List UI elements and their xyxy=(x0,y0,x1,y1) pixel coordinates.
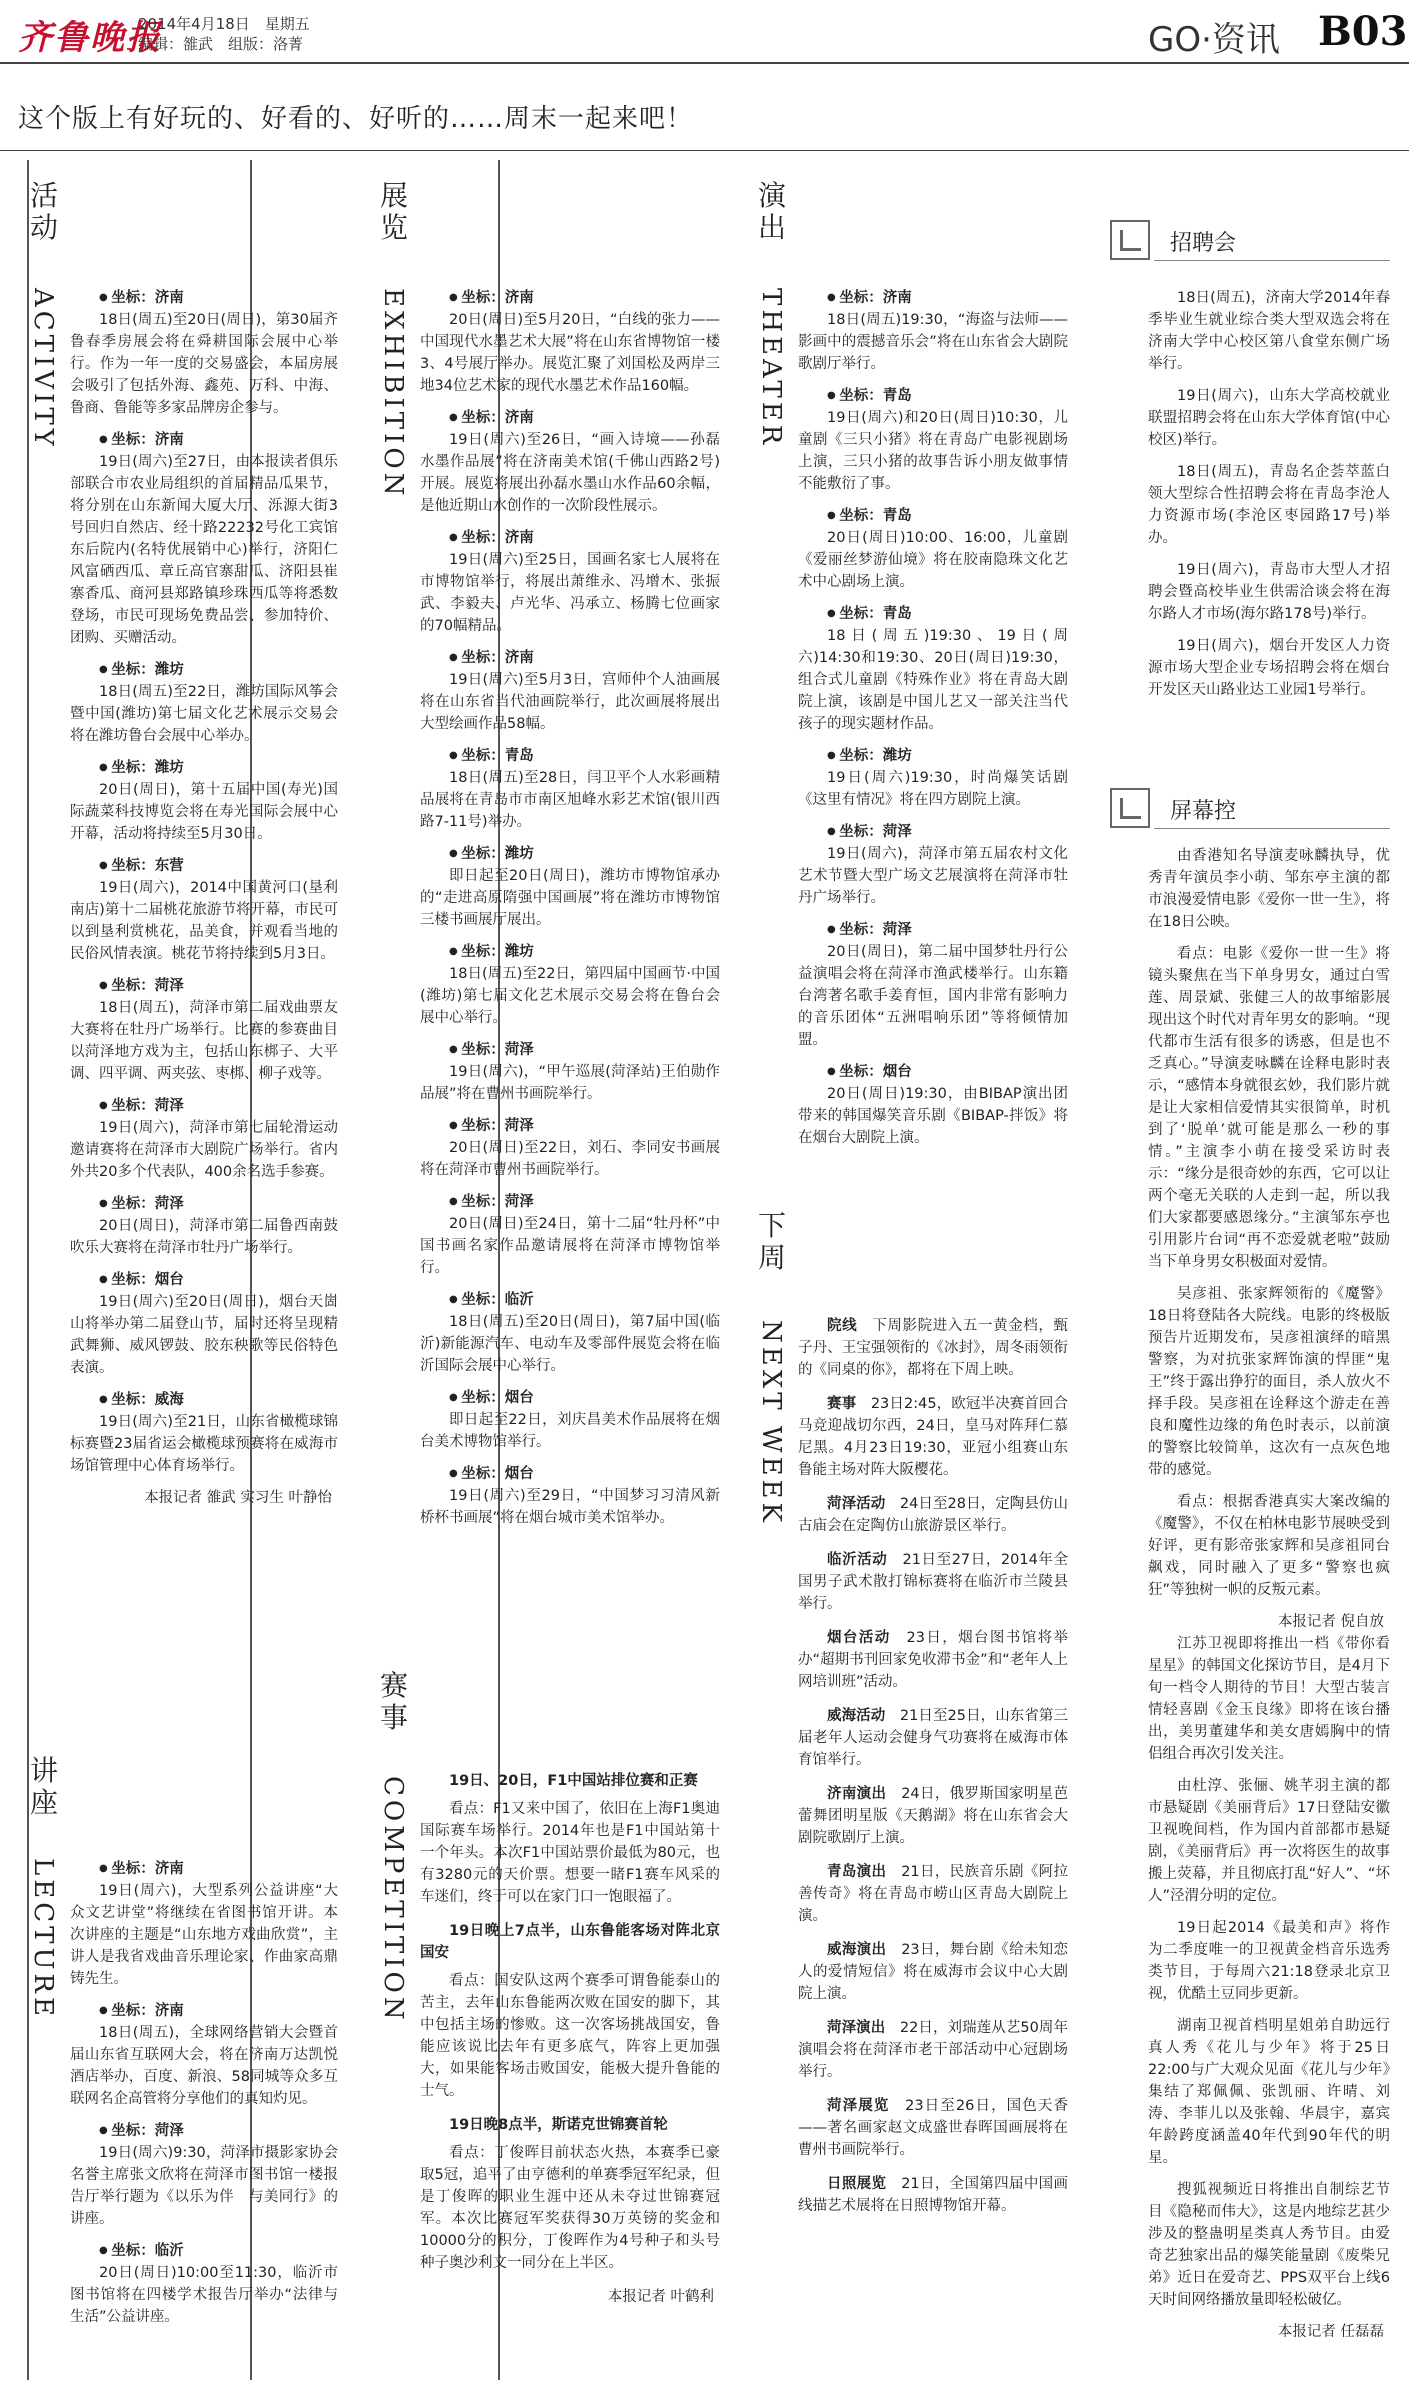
list-item xyxy=(70,975,338,1085)
item-text: 20日(周日)10:00、16:00，儿童剧《爱丽丝梦游仙境》将在胶南隐珠文化艺术中心剧场上演。 xyxy=(798,530,1068,590)
item-text: 19日(周六)至5月3日，宫师仲个人油画展将在山东省当代油画院举行，此次画展将展出大型绘画作品58幅。 xyxy=(420,672,720,732)
item-text: 18日(周五)至20日(周日)，第7届中国(临沂)新能源汽车、电动车及零部件展览会将在临沂国际会展中心举行。 xyxy=(420,1314,720,1374)
list-item xyxy=(798,1393,1068,1481)
location-label: ● 坐标：菏泽 xyxy=(420,1191,720,1213)
list-item xyxy=(798,821,1068,909)
column-divider xyxy=(27,160,29,2380)
list-item xyxy=(798,1705,1068,1771)
activity-title-en: ACTIVITY xyxy=(28,288,58,450)
item-text: 20日(周日)至5月20日，“白线的张力——中国现代水墨艺术大展”将在山东省博物馆一楼3、4号展厅举办。展览汇聚了刘国松及两岸三地34位艺术家的现代水墨艺术作品160幅。 xyxy=(420,312,720,394)
list-item xyxy=(420,1463,720,1529)
item-text: 20日(周日)至22日，刘石、李同安书画展将在菏泽市曹州书画院举行。 xyxy=(420,1140,720,1178)
paragraph: 18日(周五)，青岛名企荟萃蓝白领大型综合性招聘会将在青岛李沧人力资源市场(李沧区枣园路17号)举办。 xyxy=(1148,464,1390,546)
list-item xyxy=(70,429,338,649)
list-item xyxy=(798,1493,1068,1537)
exhibition-list xyxy=(420,287,720,1539)
location-label: ● 坐标：济南 xyxy=(70,287,338,309)
list-item-text xyxy=(798,1493,1068,1537)
heading-rule xyxy=(1154,828,1390,829)
location-label: ● 坐标：菏泽 xyxy=(70,975,338,997)
list-item xyxy=(420,1191,720,1279)
page-headline: 这个版上有好玩的、好看的、好听的……周末一起来吧！ xyxy=(18,104,694,134)
list-item xyxy=(70,1389,338,1477)
item-text: 19日(周六)，大型系列公益讲座“大众文艺讲堂”将继续在省图书馆开讲。本次讲座的主题是“山东地方戏曲欣赏”，主讲人是我省戏曲音乐理论家、作曲家高鼎铸先生。 xyxy=(70,1883,338,1987)
item-text: 18日(周五)至20日(周日)，第30届齐鲁春季房展会将在舜耕国际会展中心举行。作为一年一度的交易盛会，本届房展会吸引了包括外海、鑫苑、万科、中海、鲁商、鲁能等多家品牌房企参与。 xyxy=(70,312,338,416)
item-text: 19日(周六)和20日(周日)10:30，儿童剧《三只小猪》将在青岛广电影视剧场上演，三只小猪的故事告诉小朋友做事情不能敷衍了事。 xyxy=(798,410,1068,492)
list-item xyxy=(420,407,720,517)
paragraph: 看点：电影《爱你一世一生》将镜头聚焦在当下单身男女，通过白雪莲、周景斌、张健三人的故事缩影展现出这个时代对青年男女的影响。“现代都市生活有很多的诱惑，但是也不乏真心。”导演麦咏麟在诠释电影时表示，“感情本身就很玄妙，我们影片就是让大家相信爱情其实很简单，时机到了‘脱单’就可能是那么一秒的事情。”主演李小萌在接受采访时表示：“缘分是很奇妙的东西，它可以让两个毫无关联的人走到一起，所以我们大家都要感恩缘分。”主演邹东亭也引用影片台词“再不恋爱就老啦”鼓励当下单身男女积极面对爱情。 xyxy=(1148,946,1390,1270)
location-label: ● 坐标：菏泽 xyxy=(798,919,1068,941)
paragraph: 19日(周六)，山东大学高校就业联盟招聘会将在山东大学体育馆(中心校区)举行。 xyxy=(1148,388,1390,448)
lecture-title-en: LECTURE xyxy=(28,1858,58,2020)
item-text: 19日(周六)至26日，“画入诗境——孙磊水墨作品展”将在济南美术馆(千佛山西路2号)开展。展览将展出孙磊水墨山水作品60余幅，是他近期山水创作的一次阶段性展示。 xyxy=(420,432,720,514)
list-item xyxy=(70,1193,338,1259)
competition-list xyxy=(420,1770,720,2308)
list-item xyxy=(798,1861,1068,1927)
item-text: 21日，全国第四届中国画线描艺术展将在日照博物馆开幕。 xyxy=(798,2176,1069,2214)
list-item xyxy=(798,385,1068,495)
item-text: 21日至27日，2014年全国男子武术散打锦标赛将在临沂市兰陵县举行。 xyxy=(798,1552,1069,1612)
location-label: ● 坐标：威海 xyxy=(70,1389,338,1411)
paragraph: 吴彦祖、张家辉领衔的《魔警》18日将登陆各大院线。电影的终极版预告片近期发布，吴彦祖演绎的暗黑警察，为对抗张家辉饰演的悍匪“鬼王”终于露出狰狞的面目，杀人放火不择手段。吴彦祖在诠释这个游走在善良和魔性边缘的角色时表示，以前演的警察比较简单，这次有一点灰色地带的感觉。 xyxy=(1148,1286,1390,1478)
item-headline: 院线 xyxy=(827,1318,858,1334)
location-label: ● 坐标：菏泽 xyxy=(70,2120,338,2142)
list-item xyxy=(420,2114,720,2274)
item-text: 19日(周六)至27日，由本报读者俱乐部联合市农业局组织的首届精品瓜果节，将分别在山东新闻大厦大厅、泺源大街3号回归自然店、经十路22232号化工宾馆东后院内(名特优展销中心)举行，济阳仁风富硒西瓜、章丘高官寨甜瓜、济阳县崔寨香瓜、商河县郑路镇珍珠西瓜等将悉数登场，市民可现场免费品尝、参加特价、团购、买赠活动。 xyxy=(70,454,338,646)
headline-rule xyxy=(0,150,1409,151)
location-label: ● 坐标：烟台 xyxy=(420,1387,720,1409)
list-item-text xyxy=(798,1627,1068,1693)
list-item-text xyxy=(798,1705,1068,1771)
item-headline: 临沂活动 xyxy=(827,1552,888,1568)
list-item xyxy=(420,527,720,637)
lecture-list xyxy=(70,1858,338,2338)
lecture-title-cn: 讲座 xyxy=(30,1754,59,1819)
exhibition-title-cn: 展览 xyxy=(380,179,409,244)
list-item xyxy=(70,1858,338,1990)
reporter-credit: 本报记者 雒武 实习生 叶静怡 xyxy=(144,1490,332,1506)
location-label: ● 坐标：济南 xyxy=(70,2000,338,2022)
location-label: ● 坐标：青岛 xyxy=(798,505,1068,527)
reporter-credit: 本报记者 任磊磊 xyxy=(1277,2324,1384,2340)
item-headline: 19日、20日，F1中国站排位赛和正赛 xyxy=(449,1773,698,1789)
paragraph: 由香港知名导演麦咏麟执导，优秀青年演员李小萌、邹东亭主演的都市浪漫爱情电影《爱你一世一生》，将在18日公映。 xyxy=(1148,848,1390,930)
list-item xyxy=(70,855,338,965)
location-label: ● 坐标：菏泽 xyxy=(70,1193,338,1215)
list-item xyxy=(420,941,720,1029)
list-item-text xyxy=(798,1315,1068,1381)
list-item xyxy=(70,287,338,419)
item-text: 23日，烟台图书馆将举办“超期书刊回家免收滞书金”和“老年人上网培训班”活动。 xyxy=(798,1630,1069,1690)
theater-title-cn: 演出 xyxy=(758,179,787,244)
location-label: ● 坐标：东营 xyxy=(70,855,338,877)
list-item-text xyxy=(798,2095,1068,2161)
recruit-title: 招聘会 xyxy=(1170,231,1237,256)
item-text: 18日(周五)至28日，闫卫平个人水彩画精品展将在青岛市市南区旭峰水彩艺术馆(银川西路7-11号)举办。 xyxy=(420,770,720,830)
item-headline: 济南演出 xyxy=(827,1786,887,1802)
item-text: 即日起至20日(周日)，潍坊市博物馆承办的“走进高原隋强中国画展”将在潍坊市博物馆三楼书画展厅展出。 xyxy=(420,868,720,928)
list-item xyxy=(70,757,338,845)
list-item-text xyxy=(798,2173,1068,2217)
list-item xyxy=(798,1627,1068,1693)
paragraph: 18日(周五)，济南大学2014年春季毕业生就业综合类大型双选会将在济南大学中心校区第八食堂东侧广场举行。 xyxy=(1148,290,1390,372)
issue-date: 2014年4月18日 星期五 xyxy=(138,15,310,33)
list-item xyxy=(798,919,1068,1051)
item-text: 看点：丁俊晖目前状态火热，本赛季已豪取5冠，追平了由亨德利的单赛季冠军纪录，但是丁俊晖的职业生涯中还从未夺过世锦赛冠军。本次比赛冠军奖获得30万英镑的奖金和10000分的积分，丁俊晖作为4号种子和头号种子奥沙利文一同分在上半区。 xyxy=(420,2145,720,2271)
list-item xyxy=(798,287,1068,375)
location-label: ● 坐标：济南 xyxy=(420,407,720,429)
item-text: 看点：国安队这两个赛季可谓鲁能泰山的苦主，去年山东鲁能两次败在国安的脚下，其中包括主场的惨败。这一次客场挑战国安，鲁能应该说比去年有更多底气，阵容上更加强大，如果能客场击败国安，能极大提升鲁能的士气。 xyxy=(420,1973,720,2099)
list-item xyxy=(420,1115,720,1181)
list-item xyxy=(420,1289,720,1377)
item-headline: 日照展览 xyxy=(827,2176,887,2192)
theater-list xyxy=(798,287,1068,1159)
item-text: 20日(周日)，第十五届中国(寿光)国际蔬菜科技博览会将在寿光国际会展中心开幕，活动将持续至5月30日。 xyxy=(70,782,338,842)
location-label: ● 坐标：济南 xyxy=(70,429,338,451)
item-text: 23日至26日，国色天香——著名画家赵文成盛世春晖国画展将在曹州书画院举行。 xyxy=(798,2098,1069,2158)
activity-title-cn: 活动 xyxy=(30,179,59,244)
editor-credits: 编辑：雒武 组版：洛菁 xyxy=(138,35,304,53)
recruit-heading xyxy=(1110,220,1390,264)
item-text: 19日(周六)至20日(周日)，烟台天崮山将举办第二届登山节，届时还将呈现精武舞狮、威风锣鼓、胶东秧歌等民俗特色表演。 xyxy=(70,1294,338,1376)
list-item xyxy=(798,603,1068,735)
item-text: 18日(周五)至22日，第四届中国画节·中国(潍坊)第七届文化艺术展示交易会将在鲁台会展中心举行。 xyxy=(420,966,720,1026)
list-item xyxy=(70,1095,338,1183)
list-item-text xyxy=(798,1549,1068,1615)
location-label: ● 坐标：济南 xyxy=(420,287,720,309)
item-text: 22日，刘瑞莲从艺50周年演唱会将在菏泽市老干部活动中心冠剧场举行。 xyxy=(798,2020,1069,2080)
location-label: ● 坐标：烟台 xyxy=(798,1061,1068,1083)
list-item xyxy=(798,2095,1068,2161)
list-item xyxy=(70,2240,338,2328)
item-text: 23日2:45，欧冠半决赛首回合马竞迎战切尔西，24日，皇马对阵拜仁慕尼黑。4月23日19:30，亚冠小组赛山东鲁能主场对阵大阪樱花。 xyxy=(798,1396,1069,1478)
heading-rule xyxy=(1154,260,1390,261)
list-item-text xyxy=(798,1783,1068,1849)
item-headline: 青岛演出 xyxy=(827,1864,887,1880)
list-item xyxy=(798,2017,1068,2083)
item-text: 19日(周六)至21日，山东省橄榄球锦标赛暨23届省运会橄榄球预赛将在威海市场馆管理中心体育场举行。 xyxy=(70,1414,338,1474)
item-text: 23日，舞台剧《给未知恋人的爱情短信》将在威海市会议中心大剧院上演。 xyxy=(798,1942,1069,2002)
location-label: ● 坐标：潍坊 xyxy=(420,843,720,865)
paragraph: 19日(周六)，烟台开发区人力资源市场大型企业专场招聘会将在烟台开发区天山路业达工业园1号举行。 xyxy=(1148,638,1390,698)
list-item xyxy=(798,505,1068,593)
arrow-corner-icon xyxy=(1110,220,1150,260)
item-text: 看点：F1又来中国了，依旧在上海F1奥迪国际赛车场举行。2014年也是F1中国站第十一个年头。本次F1中国站票价最低为80元，也有3280元的天价票。想要一睹F1赛车风采的车迷们，终于可以在家门口一饱眼福了。 xyxy=(420,1801,720,1905)
list-item xyxy=(420,647,720,735)
paragraph: 由杜淳、张俪、姚芊羽主演的都市悬疑剧《美丽背后》17日登陆安徽卫视晚间档，作为国内首部都市悬疑剧，《美丽背后》再一次将医生的故事搬上荧幕，并且彻底打乱“好人”、“坏人”泾渭分明的定位。 xyxy=(1148,1778,1390,1904)
item-text: 24日，俄罗斯国家明星芭蕾舞团明星版《天鹅湖》将在山东省会大剧院歌剧厅上演。 xyxy=(798,1786,1069,1846)
screen-heading xyxy=(1110,788,1390,832)
item-headline: 菏泽活动 xyxy=(827,1496,886,1512)
nextweek-list xyxy=(798,1315,1068,2229)
item-text: 19日(周六)，2014中国黄河口(垦利南店)第十二届桃花旅游节将开幕，市民可以到垦利赏桃花，品美食，并观看当地的民俗风情表演。桃花节将持续到5月3日。 xyxy=(70,880,338,962)
item-headline: 烟台活动 xyxy=(827,1630,891,1646)
section-label: GO·资讯 xyxy=(1148,20,1280,60)
item-headline: 19日晚8点半，斯诺克世锦赛首轮 xyxy=(449,2117,668,2133)
list-item xyxy=(70,2000,338,2110)
item-text: 20日(周日)，菏泽市第二届鲁西南鼓吹乐大赛将在菏泽市牡丹广场举行。 xyxy=(70,1218,338,1256)
paragraph: 湖南卫视首档明星姐弟自助远行真人秀《花儿与少年》将于25日22:00与广大观众见面《花儿与少年》集结了郑佩佩、张凯丽、许晴、刘涛、李菲儿以及张翰、华晨宇，嘉宾年龄跨度涵盖40年代到90年代的明星。 xyxy=(1148,2018,1390,2166)
paragraph: 搜狐视频近日将推出自制综艺节目《隐秘而伟大》，这是内地综艺甚少涉及的整蛊明星类真人秀节目。由爱奇艺独家出品的爆笑能量剧《废柴兄弟》近日在爱奇艺、PPS双平台上线6天时间网络播放量即轻松破亿。 xyxy=(1148,2182,1390,2308)
list-item xyxy=(70,1269,338,1379)
item-headline: 菏泽展览 xyxy=(827,2098,890,2114)
item-text: 19日(周六)至25日，国画名家七人展将在市博物馆举行，将展出萧维永、冯增木、张振武、李毅夫、卢光华、冯承立、杨腾七位画家的70幅精品。 xyxy=(420,552,720,634)
list-item-text xyxy=(798,2017,1068,2083)
item-text: 20日(周日)至24日，第十二届“牡丹杯”中国书画名家作品邀请展将在菏泽市博物馆举行。 xyxy=(420,1216,720,1276)
list-item-text xyxy=(798,1393,1068,1481)
page-number: B03 xyxy=(1318,8,1408,55)
recruit-list xyxy=(1148,287,1390,711)
item-text: 18日(周五)，菏泽市第二届戏曲票友大赛将在牡丹广场举行。比赛的参赛曲目以菏泽地方戏为主，包括山东梆子、大平调、四平调、两夹弦、枣梆、柳子戏等。 xyxy=(70,1000,338,1082)
location-label: ● 坐标：烟台 xyxy=(420,1463,720,1485)
item-text: 即日起至22日，刘庆昌美术作品展将在烟台美术博物馆举行。 xyxy=(420,1412,720,1450)
location-label: ● 坐标：济南 xyxy=(70,1858,338,1880)
newspaper-logo: 齐鲁晚报 xyxy=(18,18,162,58)
paragraph: 19日(周六)，青岛市大型人才招聘会暨高校毕业生供需洽谈会将在海尔路人才市场(海尔路178号)举行。 xyxy=(1148,562,1390,622)
location-label: ● 坐标：菏泽 xyxy=(420,1039,720,1061)
paragraph: 江苏卫视即将推出一档《带你看星星》的韩国文化探访节目，是4月下旬一档令人期待的节目！大型古装言情轻喜剧《金玉良缘》即将在该台播出，美男董建华和美女唐嫣胸中的情侣组合再次引发关注。 xyxy=(1148,1636,1390,1762)
list-item xyxy=(420,745,720,833)
paragraph: 19日起2014《最美和声》将作为二季度唯一的卫视黄金档音乐选秀类节目，于每周六21:18登录北京卫视，优酷土豆同步更新。 xyxy=(1148,1920,1390,2002)
location-label: ● 坐标：菏泽 xyxy=(420,1115,720,1137)
screen-title: 屏幕控 xyxy=(1170,799,1237,824)
list-item-text xyxy=(798,1861,1068,1927)
reporter-credit: 本报记者 倪自放 xyxy=(1277,1614,1384,1630)
competition-title-en: COMPETITION xyxy=(378,1776,408,2024)
list-item xyxy=(420,1387,720,1453)
arrow-corner-icon xyxy=(1110,788,1150,828)
list-item xyxy=(798,2173,1068,2217)
list-item xyxy=(798,1783,1068,1849)
item-text: 20日(周日)19:30，由BIBAP演出团带来的韩国爆笑音乐剧《BIBAP-拌饭》将在烟台大剧院上演。 xyxy=(798,1086,1068,1146)
item-text: 21日至25日，山东省第三届老年人运动会健身气功赛将在威海市体育馆举行。 xyxy=(798,1708,1069,1768)
item-headline: 19日晚上7点半，山东鲁能客场对阵北京国安 xyxy=(420,1923,720,1961)
location-label: ● 坐标：菏泽 xyxy=(70,1095,338,1117)
paragraph: 看点：根据香港真实大案改编的《魔警》，不仅在柏林电影节展映受到好评，更有影帝张家辉和吴彦祖同台飙戏，同时融入了更多“警察也疯狂”等独树一帜的反叛元素。 xyxy=(1148,1494,1390,1598)
list-item xyxy=(798,745,1068,811)
location-label: ● 坐标：济南 xyxy=(420,647,720,669)
screen-list xyxy=(1148,845,1390,2343)
list-item xyxy=(420,1039,720,1105)
masthead-rule xyxy=(0,62,1409,64)
location-label: ● 坐标：烟台 xyxy=(70,1269,338,1291)
location-label: ● 坐标：青岛 xyxy=(798,385,1068,407)
location-label: ● 坐标：济南 xyxy=(798,287,1068,309)
location-label: ● 坐标：潍坊 xyxy=(798,745,1068,767)
activity-list xyxy=(70,287,338,1509)
location-label: ● 坐标：潍坊 xyxy=(70,659,338,681)
list-item xyxy=(420,843,720,931)
location-label: ● 坐标：菏泽 xyxy=(798,821,1068,843)
exhibition-title-en: EXHIBITION xyxy=(378,288,408,500)
item-headline: 威海活动 xyxy=(827,1708,886,1724)
item-text: 19日(周六)至29日，“中国梦习习清风新桥杯书画展”将在烟台城市美术馆举办。 xyxy=(420,1488,720,1526)
list-item xyxy=(798,1061,1068,1149)
competition-title-cn: 赛事 xyxy=(380,1669,409,1734)
nextweek-title-cn: 下周 xyxy=(758,1209,787,1274)
list-item xyxy=(70,659,338,747)
list-item xyxy=(798,1549,1068,1615)
location-label: ● 坐标：济南 xyxy=(420,527,720,549)
item-text: 19日(周六)，“甲午巡展(菏泽站)王伯勋作品展”将在曹州书画院举行。 xyxy=(420,1064,720,1102)
list-item xyxy=(420,1920,720,2102)
item-headline: 赛事 xyxy=(827,1396,857,1412)
list-item xyxy=(420,1770,720,1908)
list-item xyxy=(70,2120,338,2230)
item-text: 19日(周六)，菏泽市第五届农村文化艺术节暨大型广场文艺展演将在菏泽市牡丹广场举行。 xyxy=(798,846,1068,906)
list-item xyxy=(798,1315,1068,1381)
location-label: ● 坐标：潍坊 xyxy=(70,757,338,779)
item-text: 18日(周五)，全球网络营销大会暨首届山东省互联网大会，将在济南万达凯悦酒店举办，百度、新浪、58同城等众多互联网名企高管将分享他们的真知灼见。 xyxy=(70,2025,338,2107)
theater-title-en: THEATER xyxy=(756,288,786,449)
item-text: 18日(周五)19:30，“海盗与法师——影画中的震撼音乐会”将在山东省会大剧院歌剧厅举行。 xyxy=(798,312,1068,372)
dateline xyxy=(138,14,310,54)
item-headline: 威海演出 xyxy=(827,1942,887,1958)
item-text: 19日(周六)19:30，时尚爆笑话剧《这里有情况》将在四方剧院上演。 xyxy=(798,770,1068,808)
item-text: 19日(周六)9:30，菏泽市摄影家协会名誉主席张文欣将在菏泽市图书馆一楼报告厅举行题为《以乐为伴 与美同行》的讲座。 xyxy=(70,2145,338,2227)
item-headline: 菏泽演出 xyxy=(827,2020,886,2036)
item-text: 21日，民族音乐剧《阿拉善传奇》将在青岛市崂山区青岛大剧院上演。 xyxy=(798,1864,1069,1924)
item-text: 19日(周六)，菏泽市第七届轮滑运动邀请赛将在菏泽市大剧院广场举行。省内外共20多个代表队，400余名选手参赛。 xyxy=(70,1120,338,1180)
item-text: 24日至28日，定陶县仿山古庙会在定陶仿山旅游景区举行。 xyxy=(798,1496,1069,1534)
nextweek-title-en: NEXT WEEK xyxy=(756,1320,786,1526)
reporter-credit: 本报记者 叶鹤利 xyxy=(607,2289,714,2305)
list-item-text xyxy=(798,1939,1068,2005)
location-label: ● 坐标：青岛 xyxy=(420,745,720,767)
item-text: 20日(周日)10:00至11:30，临沂市图书馆将在四楼学术报告厅举办“法律与生活”公益讲座。 xyxy=(70,2265,338,2325)
location-label: ● 坐标：青岛 xyxy=(798,603,1068,625)
item-text: 20日(周日)，第二届中国梦牡丹行公益演唱会将在菏泽市渔武楼举行。山东籍台湾著名歌手姜育恒，国内非常有影响力的音乐团体“五洲唱响乐团”等将倾情加盟。 xyxy=(798,944,1068,1048)
location-label: ● 坐标：临沂 xyxy=(70,2240,338,2262)
item-text: 18日(周五)19:30、19日(周六)14:30和19:30、20日(周日)19:30，组合式儿童剧《特殊作业》将在青岛大剧院上演，该剧是中国儿艺又一部关注当代孩子的现实题材作品。 xyxy=(798,628,1068,732)
list-item xyxy=(420,287,720,397)
location-label: ● 坐标：临沂 xyxy=(420,1289,720,1311)
location-label: ● 坐标：潍坊 xyxy=(420,941,720,963)
item-text: 18日(周五)至22日，潍坊国际风筝会暨中国(潍坊)第七届文化艺术展示交易会将在潍坊鲁台会展中心举办。 xyxy=(70,684,338,744)
list-item xyxy=(798,1939,1068,2005)
item-text: 下周影院进入五一黄金档，甄子丹、王宝强领衔的《冰封》，周冬雨领衔的《同桌的你》，都将在下周上映。 xyxy=(798,1318,1069,1378)
